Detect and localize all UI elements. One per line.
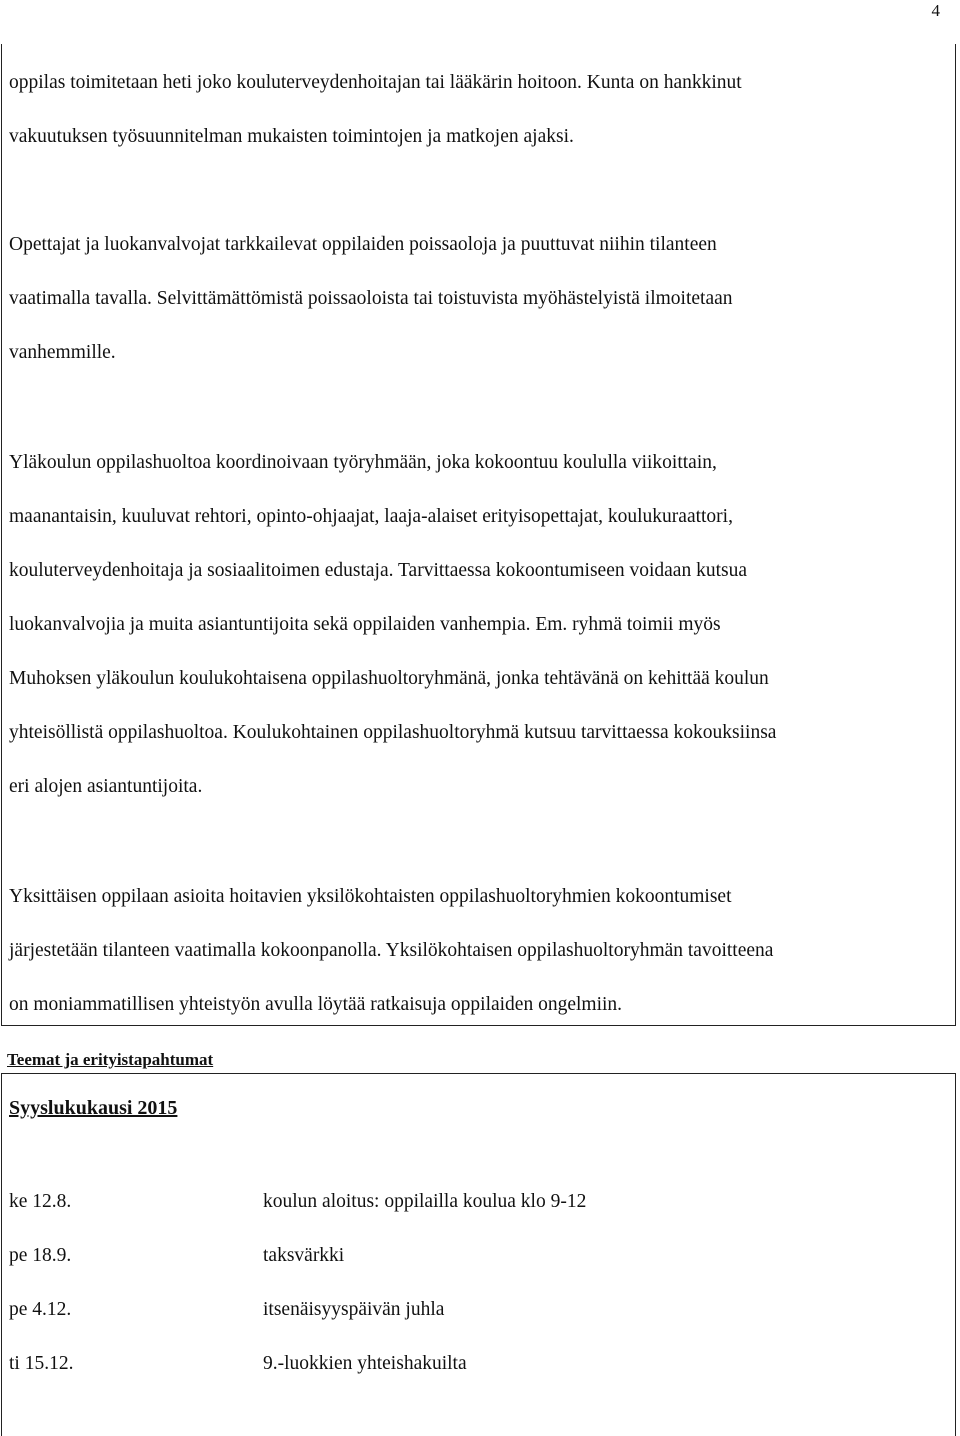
- event-row: [9, 1241, 909, 1271]
- month-heading: Syyslukukausi 2015: [9, 1097, 178, 1119]
- event-row: [9, 1295, 909, 1325]
- paragraph-line: on moniammatillisen yhteistyön avulla löytää ratkaisuja oppilaiden ongelmiin.: [9, 994, 623, 1015]
- event-date: ke 12.8.: [9, 1191, 72, 1212]
- paragraph-line: eri alojen asiantuntijoita.: [9, 776, 203, 797]
- paragraph-line: vakuutuksen työsuunnitelman mukaisten toimintojen ja matkojen ajaksi.: [9, 126, 574, 147]
- event-description: 9.-luokkien yhteishakuilta: [263, 1353, 467, 1374]
- event-date: pe 4.12.: [9, 1299, 72, 1320]
- paragraph-line: Yksittäisen oppilaan asioita hoitavien yksilökohtaisten oppilashuoltoryhmien kokoontumiset: [9, 886, 732, 907]
- event-date: pe 18.9.: [9, 1245, 72, 1266]
- event-row: [9, 1187, 909, 1217]
- paragraph-line: yhteisöllistä oppilashuoltoa. Koulukohtainen oppilashuoltoryhmä kutsuu tarvittaessa kokouksiinsa: [9, 722, 777, 743]
- event-description: koulun aloitus: oppilailla koulua klo 9-12: [263, 1191, 587, 1212]
- paragraph-line: vaatimalla tavalla. Selvittämättömistä poissaoloista tai toistuvista myöhästelyistä ilmoitetaan: [9, 288, 733, 309]
- section-heading: Teemat ja erityistapahtumat: [7, 1050, 214, 1069]
- page-number: 4: [931, 1, 940, 20]
- paragraph-line: järjestetään tilanteen vaatimalla kokoonpanolla. Yksilökohtaisen oppilashuoltoryhmän tavoitteena: [9, 940, 774, 961]
- paragraph-line: maanantaisin, kuuluvat rehtori, opinto-ohjaajat, laaja-alaiset erityisopettajat, koulukuraattori,: [9, 506, 733, 527]
- paragraph-line: Muhoksen yläkoulun koulukohtaisena oppilashuoltoryhmänä, jonka tehtävänä on kehittää koulun: [9, 668, 769, 689]
- paragraph-accident-insurance: [9, 56, 949, 164]
- paragraph-individual-groups: [9, 870, 949, 1032]
- event-row: [9, 1349, 909, 1379]
- event-date: ti 15.12.: [9, 1353, 74, 1374]
- paragraph-line: vanhemmille.: [9, 342, 116, 363]
- paragraph-line: luokanvalvojia ja muita asiantuntijoita sekä oppilaiden vanhempia. Em. ryhmä toimii myös: [9, 614, 721, 635]
- paragraph-line: Yläkoulun oppilashuoltoa koordinoivaan työryhmään, joka kokoontuu koululla viikoittain,: [9, 452, 717, 473]
- paragraph-line: oppilas toimitetaan heti joko kouluterveydenhoitajan tai lääkärin hoitoon. Kunta on hankkinut: [9, 72, 742, 93]
- paragraph-student-welfare-group: [9, 436, 949, 814]
- paragraph-line: kouluterveydenhoitaja ja sosiaalitoimen edustaja. Tarvittaessa kokoontumiseen voidaan kutsua: [9, 560, 748, 581]
- event-description: taksvärkki: [263, 1245, 345, 1266]
- paragraph-line: Opettajat ja luokanvalvojat tarkkailevat oppilaiden poissaoloja ja puuttuvat niihin tilanteen: [9, 234, 717, 255]
- event-description: itsenäisyyspäivän juhla: [263, 1299, 445, 1320]
- paragraph-absences: [9, 218, 949, 380]
